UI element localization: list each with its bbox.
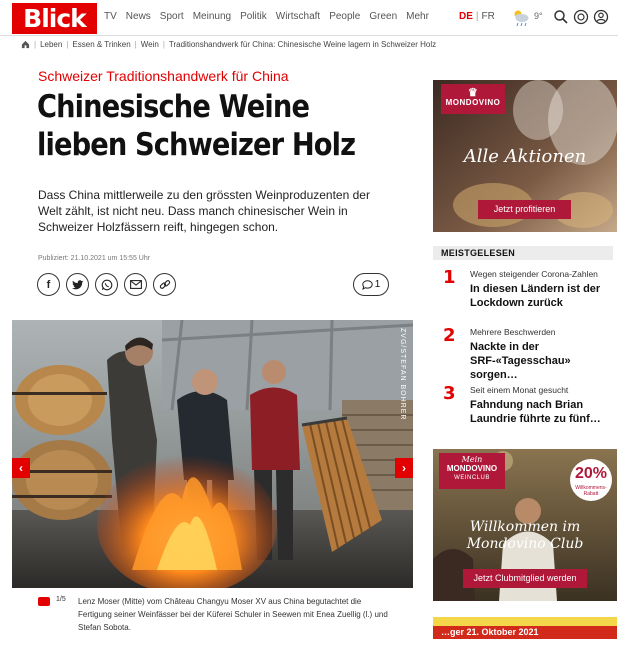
most-read-title: Fahndung nach Brian Laundrie führte zu fünf…: [470, 399, 601, 425]
image-credit: ZVG/STEFAN BOHRER: [399, 328, 406, 421]
most-read-heading: MEISTGELESEN: [433, 246, 613, 260]
ad-headline: Willkommen im Mondovino Club: [466, 519, 584, 552]
most-read-kicker: Wegen steigender Corona-Zahlen: [470, 269, 598, 279]
most-read-item-3[interactable]: [443, 385, 613, 430]
most-read-item-1[interactable]: [443, 269, 613, 314]
camera-icon: [38, 597, 50, 606]
ad-banner-text: …ger 21. Oktober 2021: [441, 627, 539, 637]
home-icon[interactable]: [21, 40, 30, 49]
article-hero-image[interactable]: [12, 320, 413, 588]
breadcrumb: | Leben | Essen & Trinken | Wein | Traditionshandwerk für China: Chinesische Weine lagern in Schweizer Holz: [21, 40, 436, 49]
weather-icon[interactable]: [511, 7, 531, 27]
breadcrumb-essen-trinken[interactable]: Essen & Trinken: [72, 40, 131, 49]
most-read-item-2[interactable]: [443, 325, 613, 381]
image-counter: 1/5: [56, 596, 66, 603]
most-read-title: In diesen Ländern ist der Lockdown zurück: [470, 283, 601, 309]
search-icon[interactable]: [553, 9, 569, 25]
lang-fr[interactable]: FR: [481, 11, 495, 22]
ad-cta-button[interactable]: Jetzt profitieren: [478, 200, 571, 219]
mail-icon: [130, 280, 142, 289]
publish-date: Publiziert: 21.10.2021 um 15:55 Uhr: [38, 255, 151, 262]
most-read-number: 3: [443, 383, 456, 404]
temperature: 9°: [534, 11, 543, 21]
article-kicker: Schweizer Traditionshandwerk für China: [38, 68, 289, 84]
breadcrumb-leben[interactable]: Leben: [40, 40, 63, 49]
most-read-number: 2: [443, 325, 456, 346]
article-title: Chinesische Weine lieben Schweizer Holz: [37, 89, 356, 163]
comment-count: 1: [374, 279, 381, 290]
chevron-right-icon: ›: [402, 461, 406, 475]
ad-banner-partial[interactable]: [433, 617, 617, 639]
nav-item-tv[interactable]: TV: [104, 11, 117, 22]
nav-item-politik[interactable]: Politik: [240, 11, 267, 22]
link-icon: [159, 279, 171, 291]
most-read-kicker: Mehrere Beschwerden: [470, 327, 556, 337]
ad-headline: Alle Aktionen: [463, 146, 587, 167]
image-caption: Lenz Moser (Mitte) vom Château Changyu Moser XV aus China begutachtet die Fertigung seiner Weinfässer bei der Küferei Schuler in Seewen mit Enea Zuellig (l.) und Stefan Sobota.: [78, 597, 388, 632]
language-switch: DE | FR: [459, 11, 495, 22]
breadcrumb-wein[interactable]: Wein: [140, 40, 159, 49]
nav-item-wirtschaft[interactable]: Wirtschaft: [275, 11, 321, 22]
discount-badge: 20% Willkommens-Rabatt: [570, 459, 612, 501]
gallery-prev-button[interactable]: [12, 458, 30, 478]
most-read-number: 1: [443, 267, 456, 288]
mondovino-logo: ♛ MONDOVINO: [445, 87, 501, 107]
nav-item-people[interactable]: People: [329, 11, 361, 22]
main-nav: [104, 11, 438, 22]
gallery-next-button[interactable]: [395, 458, 413, 478]
mondovino-weinclub-logo: Mein MONDOVINO WEINCLUB: [446, 455, 498, 481]
ad-cta-button[interactable]: Jetzt Clubmitglied werden: [463, 569, 587, 588]
user-icon[interactable]: [593, 9, 609, 25]
whatsapp-icon: [101, 279, 113, 291]
facebook-icon: f: [46, 278, 51, 291]
nav-item-sport[interactable]: Sport: [159, 11, 184, 22]
comments-button[interactable]: [353, 273, 389, 296]
lang-de[interactable]: DE: [459, 11, 473, 22]
chevron-left-icon: ‹: [19, 461, 23, 475]
twitter-share-button[interactable]: [66, 273, 89, 296]
badge-icon[interactable]: [573, 9, 589, 25]
nav-item-mehr[interactable]: Mehr: [406, 11, 429, 22]
nav-item-meinung[interactable]: Meinung: [192, 11, 232, 22]
comment-icon: [362, 280, 373, 290]
article-lead: Dass China mittlerweile zu den grössten Weinproduzenten der Welt zählt, ist nicht neu. Dass manch chinesischer Wein in Schweizer Holzfässern reift, hingegen schon.: [38, 188, 370, 234]
most-read-kicker: Seit einem Monat gesucht: [470, 385, 569, 395]
whatsapp-share-button[interactable]: [95, 273, 118, 296]
email-share-button[interactable]: [124, 273, 147, 296]
breadcrumb-current: Traditionshandwerk für China: Chinesische Weine lagern in Schweizer Holz: [168, 40, 437, 49]
nav-item-news[interactable]: News: [125, 11, 151, 22]
ad-mondovino-aktionen[interactable]: [433, 80, 617, 232]
twitter-icon: [72, 280, 84, 290]
share-bar: [37, 273, 176, 296]
blick-logo[interactable]: Blick: [12, 3, 97, 34]
ad-mondovino-weinclub[interactable]: [433, 449, 617, 601]
most-read-title: Nackte in der SRF-«Tagesschau» sorgen…: [470, 341, 571, 381]
nav-item-green[interactable]: Green: [369, 11, 398, 22]
copy-link-button[interactable]: [153, 273, 176, 296]
facebook-share-button[interactable]: [37, 273, 60, 296]
site-header: [0, 0, 618, 36]
